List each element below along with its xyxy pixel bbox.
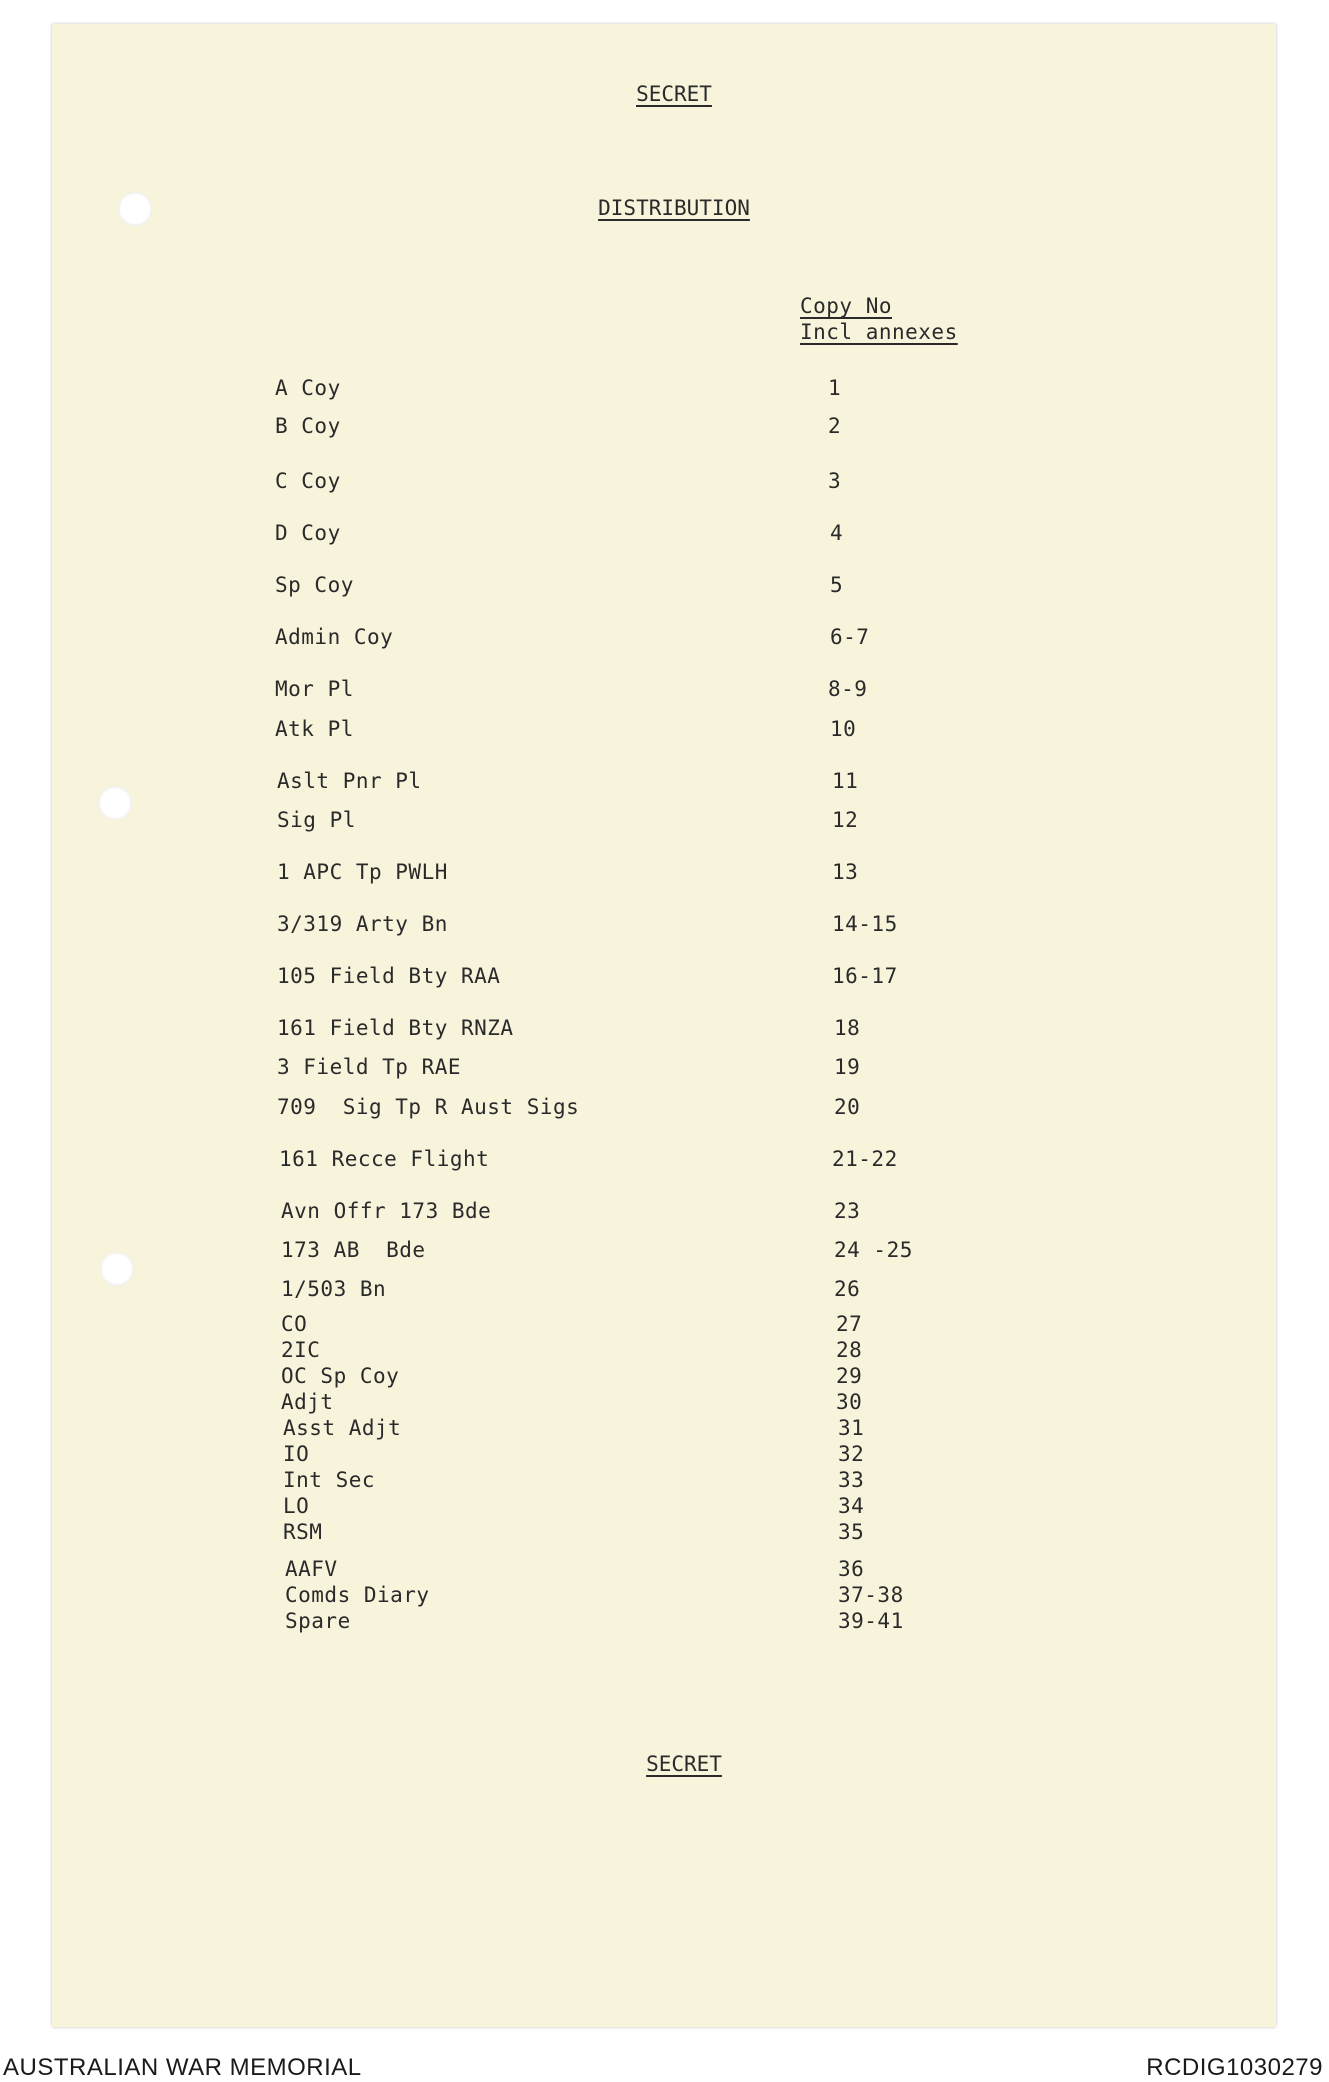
distribution-entry-label: Avn Offr 173 Bde <box>281 1199 492 1223</box>
distribution-entry-label: Mor Pl <box>275 677 354 701</box>
distribution-entry-copy-no: 12 <box>832 808 859 832</box>
distribution-entry-copy-no: 5 <box>830 573 844 597</box>
distribution-entry-label: Sp Coy <box>275 573 354 597</box>
distribution-entry-label: 1/503 Bn <box>281 1277 387 1301</box>
distribution-entry-label: 3/319 Arty Bn <box>277 912 448 936</box>
distribution-entry-label: Adjt <box>281 1390 334 1414</box>
classification-top: SECRET <box>636 82 712 106</box>
distribution-entry-copy-no: 4 <box>830 521 844 545</box>
distribution-entry-copy-no: 35 <box>838 1520 865 1544</box>
distribution-entry-copy-no: 16-17 <box>832 964 898 988</box>
distribution-entry-label: LO <box>283 1494 310 1518</box>
distribution-entry-copy-no: 18 <box>834 1016 861 1040</box>
distribution-entry-label: 709 Sig Tp R Aust Sigs <box>277 1095 580 1119</box>
distribution-entry-copy-no: 8-9 <box>828 677 868 701</box>
distribution-entry-copy-no: 32 <box>838 1442 865 1466</box>
distribution-entry-copy-no: 10 <box>830 717 857 741</box>
distribution-entry-label: OC Sp Coy <box>281 1364 400 1388</box>
distribution-entry-label: AAFV <box>285 1557 338 1581</box>
distribution-entry-label: Asst Adjt <box>283 1416 402 1440</box>
distribution-entry-label: Spare <box>285 1609 351 1633</box>
distribution-entry-copy-no: 28 <box>836 1338 863 1362</box>
distribution-entry-label: C Coy <box>275 469 341 493</box>
classification-bottom: SECRET <box>646 1752 722 1776</box>
distribution-entry-copy-no: 13 <box>832 860 859 884</box>
distribution-entry-copy-no: 29 <box>836 1364 863 1388</box>
distribution-entry-label: Admin Coy <box>275 625 394 649</box>
distribution-entry-label: 161 Field Bty RNZA <box>277 1016 514 1040</box>
distribution-entry-copy-no: 27 <box>836 1312 863 1336</box>
distribution-entry-label: B Coy <box>275 414 341 438</box>
distribution-entry-label: Atk Pl <box>275 717 354 741</box>
distribution-entry-label: RSM <box>283 1520 323 1544</box>
distribution-entry-copy-no: 19 <box>834 1055 861 1079</box>
distribution-entry-label: 3 Field Tp RAE <box>277 1055 462 1079</box>
distribution-entry-label: D Coy <box>275 521 341 545</box>
distribution-entry-copy-no: 3 <box>828 469 842 493</box>
distribution-entry-copy-no: 6-7 <box>830 625 870 649</box>
distribution-entry-label: A Coy <box>275 376 341 400</box>
distribution-entry-copy-no: 11 <box>832 769 859 793</box>
distribution-entry-copy-no: 26 <box>834 1277 861 1301</box>
footer-reference: RCDIG1030279 <box>1146 2054 1323 2081</box>
distribution-entry-label: IO <box>283 1442 310 1466</box>
distribution-entry-copy-no: 31 <box>838 1416 865 1440</box>
distribution-entry-label: Int Sec <box>283 1468 376 1492</box>
page-title: DISTRIBUTION <box>598 196 750 220</box>
column-header-copy-no: Copy No <box>800 294 893 318</box>
distribution-entry-label: Aslt Pnr Pl <box>277 769 422 793</box>
distribution-entry-copy-no: 23 <box>834 1199 861 1223</box>
distribution-entry-label: 161 Recce Flight <box>279 1147 490 1171</box>
column-header-incl-annexes: Incl annexes <box>800 320 958 344</box>
distribution-entry-copy-no: 34 <box>838 1494 865 1518</box>
document-page <box>52 24 1276 2027</box>
distribution-entry-copy-no: 2 <box>828 414 842 438</box>
distribution-entry-copy-no: 24 -25 <box>834 1238 913 1262</box>
distribution-entry-copy-no: 33 <box>838 1468 865 1492</box>
distribution-entry-label: Sig Pl <box>277 808 356 832</box>
punch-hole <box>100 1252 134 1286</box>
distribution-entry-label: 1 APC Tp PWLH <box>277 860 448 884</box>
distribution-entry-label: 105 Field Bty RAA <box>277 964 501 988</box>
distribution-entry-copy-no: 14-15 <box>832 912 898 936</box>
distribution-entry-copy-no: 20 <box>834 1095 861 1119</box>
footer-institution: AUSTRALIAN WAR MEMORIAL <box>3 2054 362 2081</box>
distribution-entry-copy-no: 21-22 <box>832 1147 898 1171</box>
distribution-entry-copy-no: 36 <box>838 1557 865 1581</box>
distribution-entry-copy-no: 30 <box>836 1390 863 1414</box>
distribution-entry-label: 2IC <box>281 1338 321 1362</box>
distribution-entry-copy-no: 1 <box>828 376 842 400</box>
punch-hole <box>98 786 132 820</box>
distribution-entry-copy-no: 39-41 <box>838 1609 904 1633</box>
distribution-entry-label: CO <box>281 1312 308 1336</box>
distribution-entry-label: 173 AB Bde <box>281 1238 426 1262</box>
distribution-entry-copy-no: 37-38 <box>838 1583 904 1607</box>
distribution-entry-label: Comds Diary <box>285 1583 430 1607</box>
